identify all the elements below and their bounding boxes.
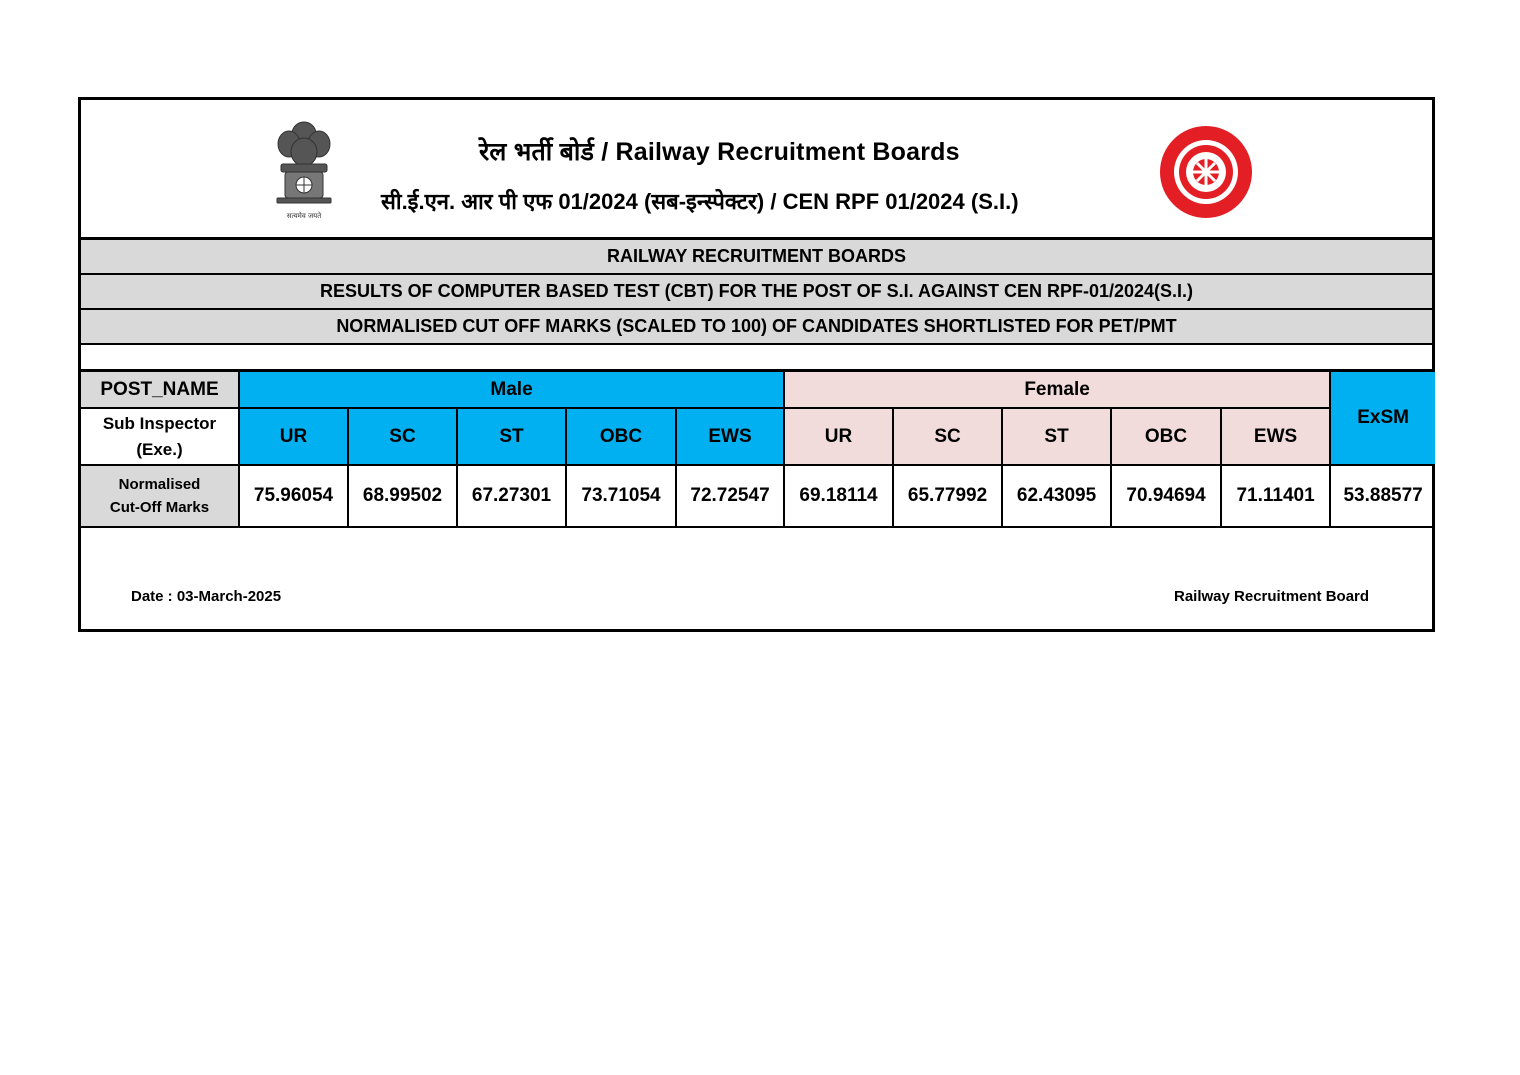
female-mark-cell: 69.18114 xyxy=(784,465,893,527)
rpf-logo-icon xyxy=(1156,124,1256,220)
male-mark-cell: 68.99502 xyxy=(348,465,457,527)
title-cutoff: NORMALISED CUT OFF MARKS (SCALED TO 100) OF CANDIDATES SHORTLISTED FOR PET/PMT xyxy=(81,310,1432,345)
table-header-row xyxy=(81,372,1435,408)
marks-row-label: Normalised Cut-Off Marks xyxy=(81,465,239,527)
post-name-cell: Sub Inspector (Exe.) xyxy=(81,408,239,465)
female-category-header: OBC xyxy=(1111,408,1221,465)
exsm-mark-cell: 53.88577 xyxy=(1330,465,1435,527)
spacer-row xyxy=(81,345,1432,372)
title-org: RAILWAY RECRUITMENT BOARDS xyxy=(81,240,1432,275)
male-category-header: UR xyxy=(239,408,348,465)
svg-text:सत्यमेव जयते: सत्यमेव जयते xyxy=(286,212,322,220)
female-category-header: SC xyxy=(893,408,1002,465)
female-mark-cell: 62.43095 xyxy=(1002,465,1111,527)
post-name-header: POST_NAME xyxy=(81,372,239,408)
male-mark-cell: 67.27301 xyxy=(457,465,566,527)
national-emblem-icon xyxy=(267,114,341,224)
male-category-header: ST xyxy=(457,408,566,465)
male-mark-cell: 73.71054 xyxy=(566,465,676,527)
female-mark-cell: 70.94694 xyxy=(1111,465,1221,527)
footer-signature: Railway Recruitment Board xyxy=(1174,588,1370,605)
footer-date: Date : 03-March-2025 xyxy=(131,588,282,605)
cutoff-table xyxy=(81,372,1435,528)
header-subtitle: सी.ई.एन. आर पी एफ 01/2024 (सब-इन्स्पेक्टर) / CEN RPF 01/2024 (S.I.) xyxy=(381,189,1019,214)
header-title: रेल भर्ती बोर्ड / Railway Recruitment Boards xyxy=(479,138,960,166)
male-category-header: EWS xyxy=(676,408,784,465)
female-category-header: EWS xyxy=(1221,408,1330,465)
male-mark-cell: 72.72547 xyxy=(676,465,784,527)
header-banner xyxy=(81,100,1432,240)
exsm-header: ExSM xyxy=(1330,372,1435,465)
male-category-header: OBC xyxy=(566,408,676,465)
female-header: Female xyxy=(784,372,1330,408)
male-header: Male xyxy=(239,372,784,408)
female-category-header: ST xyxy=(1002,408,1111,465)
male-mark-cell: 75.96054 xyxy=(239,465,348,527)
female-mark-cell: 71.11401 xyxy=(1221,465,1330,527)
table-marks-row xyxy=(81,465,1435,527)
female-category-header: UR xyxy=(784,408,893,465)
female-mark-cell: 65.77992 xyxy=(893,465,1002,527)
result-notice-document xyxy=(78,97,1435,632)
male-category-header: SC xyxy=(348,408,457,465)
title-result: RESULTS OF COMPUTER BASED TEST (CBT) FOR THE POST OF S.I. AGAINST CEN RPF-01/2024(S.I.) xyxy=(81,275,1432,310)
table-category-row xyxy=(81,408,1435,465)
